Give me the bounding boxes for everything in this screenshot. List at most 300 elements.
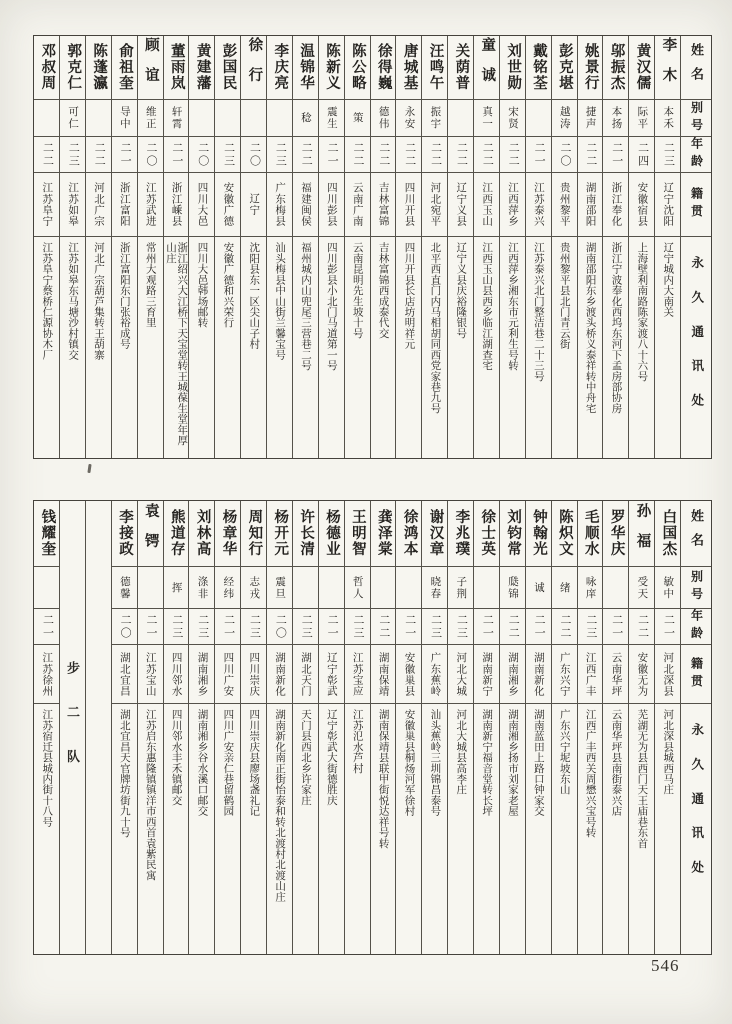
person-address: 江苏阜宁蔡桥仁源协木厂 [41, 242, 53, 360]
header-byname: 别号 [681, 567, 711, 609]
person-native-place: 江苏阜宁 [34, 173, 59, 237]
person-native-place: 辽宁沈阳 [655, 173, 680, 237]
person-address: 湖北宜昌天官牌坊街九十号 [118, 709, 130, 838]
person-address: 汕头梅县中山街兰馨宝号 [274, 242, 286, 360]
person-native-place: 安徽广德 [215, 173, 240, 237]
person-age: 二三 [189, 609, 214, 645]
person-address: 上海壁利南路陈家渡八十六号 [636, 242, 648, 382]
person-name: 黄建藩 [189, 36, 214, 100]
person-name: 刘钧常 [500, 501, 525, 567]
person-column [318, 501, 344, 954]
person-address: 江苏泰兴北门整洁巷二十三号 [532, 242, 544, 382]
person-native-place: 江苏武进 [138, 173, 163, 237]
person-column [602, 36, 628, 458]
person-address: 江苏启东惠隆镇镇洋市西首袁紫民寓 [144, 709, 156, 881]
person-age: 二三 [578, 609, 603, 645]
person-byname: 震旦 [267, 567, 292, 609]
person-native-place: 广东蕉岭 [422, 645, 447, 704]
person-age: 二四 [629, 137, 654, 173]
person-byname: 诚 [526, 567, 551, 609]
header-name: 姓名 [681, 36, 711, 100]
person-name: 李接政 [112, 501, 137, 567]
person-column [473, 501, 499, 954]
person-name: 王明智 [345, 501, 370, 567]
header-column [680, 501, 711, 954]
person-address: 河北深县城西马庄 [662, 709, 674, 795]
person-native-place: 江苏泰兴 [526, 173, 551, 237]
person-native-place: 辽宁彰武 [319, 645, 344, 704]
person-column [447, 36, 473, 458]
person-age: 二一 [655, 609, 680, 645]
person-byname [34, 100, 59, 137]
roster-table-top [33, 35, 712, 459]
person-native-place: 四川邻水 [164, 645, 189, 704]
person-age: 二二 [293, 137, 318, 173]
person-native-place: 湖南湘乡 [500, 645, 525, 704]
person-address: 安徽巢县桐炀河军徐村 [403, 709, 415, 817]
person-address: 辽宁城内大南关 [662, 242, 674, 317]
person-age: 二〇 [241, 137, 266, 173]
person-column [344, 501, 370, 954]
person-column [447, 501, 473, 954]
person-address: 江苏氾水芦村 [351, 709, 363, 774]
person-age: 二一 [112, 137, 137, 173]
person-byname [138, 567, 163, 609]
person-address: 浙江富阳东门张裕成号 [118, 242, 130, 350]
person-byname: 稔 [293, 100, 318, 137]
person-address: 云南华坪县南街泰兴店 [610, 709, 622, 817]
person-age: 二二 [578, 137, 603, 173]
person-age: 二一 [526, 137, 551, 173]
person-name: 汪鸣午 [422, 36, 447, 100]
person-name: 郭克仁 [60, 36, 85, 100]
person-address: 湖南湘乡扬市刘家老屋 [506, 709, 518, 817]
person-native-place: 河北宛平 [422, 173, 447, 237]
person-column [292, 501, 318, 954]
person-column [137, 36, 163, 458]
person-age: 二〇 [189, 137, 214, 173]
person-column [34, 501, 59, 954]
person-address: 四川邻水丰禾镇邮交 [170, 709, 182, 806]
person-age: 二一 [603, 609, 628, 645]
person-name: 谢汉章 [422, 501, 447, 567]
person-name: 徐得巍 [371, 36, 396, 100]
person-native-place: 安徽巢县 [396, 645, 421, 704]
header-native-place: 籍贯 [681, 173, 711, 237]
person-address: 湖南湘乡谷水溪口邮交 [196, 709, 208, 817]
person-native-place: 四川开县 [396, 173, 421, 237]
person-age: 二一 [603, 137, 628, 173]
person-byname [86, 100, 111, 137]
roster-table-bottom [33, 500, 712, 955]
person-age: 二一 [474, 609, 499, 645]
person-address: 江苏宿迁县城内街十八号 [41, 709, 53, 827]
person-age: 二二 [345, 137, 370, 173]
person-byname: 子荆 [448, 567, 473, 609]
person-name: 杨章华 [215, 501, 240, 567]
person-column [137, 501, 163, 954]
person-native-place: 河北广宗 [86, 173, 111, 237]
person-column [551, 501, 577, 954]
person-byname: 本禾 [655, 100, 680, 137]
person-column [370, 36, 396, 458]
person-column [292, 36, 318, 458]
person-address: 湖南新化南正街怡泰和转北渡村北渡山庄 [274, 709, 286, 902]
person-address: 常州大观路三育里 [144, 242, 156, 328]
header-native-place: 籍贯 [681, 645, 711, 704]
person-age: 二二 [629, 609, 654, 645]
person-native-place: 安徽宿县 [629, 173, 654, 237]
person-name: 刘林高 [189, 501, 214, 567]
person-byname [526, 100, 551, 137]
person-address: 天门县西北乡许家庄 [299, 709, 311, 806]
person-byname [267, 100, 292, 137]
person-native-place: 浙江奉化 [603, 173, 628, 237]
person-name: 许长清 [293, 501, 318, 567]
person-column [525, 36, 551, 458]
person-address: 吉林富锦西成泰代交 [377, 242, 389, 339]
person-name: 顾谊 [138, 36, 163, 100]
scan-artifact [87, 464, 91, 473]
person-address: 四川崇庆县廖场盏礼记 [248, 709, 260, 817]
person-address: 江西玉山县西乡临江湖查宅 [481, 242, 493, 371]
person-column [628, 501, 654, 954]
person-column [395, 501, 421, 954]
person-byname: 策 [345, 100, 370, 137]
person-byname: 哲人 [345, 567, 370, 609]
person-column [34, 36, 59, 458]
person-byname: 可仁 [60, 100, 85, 137]
person-byname: 真一 [474, 100, 499, 137]
person-native-place: 浙江嵊县 [164, 173, 189, 237]
person-name: 熊道存 [164, 501, 189, 567]
header-address: 永久通讯处 [689, 723, 704, 895]
person-column [240, 36, 266, 458]
person-column [240, 501, 266, 954]
person-name: 周知行 [241, 501, 266, 567]
person-age: 二二 [552, 609, 577, 645]
person-name: 陈新义 [319, 36, 344, 100]
person-name: 童诚 [474, 36, 499, 100]
person-column [577, 501, 603, 954]
person-column [395, 36, 421, 458]
header-byname: 别号 [681, 100, 711, 137]
person-name: 李兆璞 [448, 501, 473, 567]
person-address: 江西萍乡湘东市元利生号转 [506, 242, 518, 371]
person-name: 陈炽文 [552, 501, 577, 567]
person-byname [189, 100, 214, 137]
person-age: 二三 [60, 137, 85, 173]
person-name: 白国杰 [655, 501, 680, 567]
person-native-place: 江苏徐州 [34, 645, 59, 704]
person-address: 北平西直门内马相胡同西党家巷九号 [429, 242, 441, 414]
person-age: 二二 [500, 137, 525, 173]
person-name: 戴铭荃 [526, 36, 551, 100]
person-address: 湖南蓝田上路口钟家交 [532, 709, 544, 817]
person-native-place: 江西广丰 [578, 645, 603, 704]
person-name: 彭克堪 [552, 36, 577, 100]
person-address: 辽宁义县庆裕隆银号 [455, 242, 467, 339]
person-native-place: 湖北天门 [293, 645, 318, 704]
person-native-place: 浙江富阳 [112, 173, 137, 237]
person-name: 陈公略 [345, 36, 370, 100]
person-age: 二一 [319, 609, 344, 645]
person-native-place: 湖南新化 [526, 645, 551, 704]
person-name: 毛顺水 [578, 501, 603, 567]
person-byname [215, 100, 240, 137]
person-age: 二二 [396, 137, 421, 173]
person-age: 二三 [267, 137, 292, 173]
person-native-place: 吉林富锦 [371, 173, 396, 237]
person-byname: 涤非 [189, 567, 214, 609]
person-age: 二三 [293, 609, 318, 645]
person-age: 二三 [655, 137, 680, 173]
person-native-place: 广东兴宁 [552, 645, 577, 704]
person-byname: 经纬 [215, 567, 240, 609]
person-column [266, 501, 292, 954]
person-column [499, 501, 525, 954]
header-name: 姓名 [681, 501, 711, 567]
person-native-place: 湖南湘乡 [189, 645, 214, 704]
person-address: 河北广宗葫芦集转王葫寨 [92, 242, 104, 360]
person-name: 李木 [655, 36, 680, 100]
person-native-place: 云南华坪 [603, 645, 628, 704]
section-label: 步二队 [64, 661, 80, 794]
person-address: 江苏如皋东马塘沙村镇交 [67, 242, 79, 360]
person-native-place: 江西萍乡 [500, 173, 525, 237]
person-name: 彭国民 [215, 36, 240, 100]
person-name: 徐士英 [474, 501, 499, 567]
person-column [188, 36, 214, 458]
person-name: 关荫普 [448, 36, 473, 100]
header-column [680, 36, 711, 458]
person-byname: 德伟 [371, 100, 396, 137]
person-name: 唐城基 [396, 36, 421, 100]
person-column [577, 36, 603, 458]
person-native-place: 河北深县 [655, 645, 680, 704]
person-address: 四川广安亲仁巷留鹤园 [222, 709, 234, 817]
person-byname: 永安 [396, 100, 421, 137]
person-age: 二三 [215, 137, 240, 173]
person-byname [603, 567, 628, 609]
person-name: 徐行 [241, 36, 266, 100]
person-column [525, 501, 551, 954]
person-column [654, 501, 680, 954]
header-age: 年龄 [681, 609, 711, 645]
person-byname: 震生 [319, 100, 344, 137]
person-name: 姚景行 [578, 36, 603, 100]
person-byname: 晓春 [422, 567, 447, 609]
person-name: 徐鸿本 [396, 501, 421, 567]
person-age: 二〇 [138, 137, 163, 173]
person-age: 二〇 [112, 609, 137, 645]
person-native-place: 江苏宝山 [138, 645, 163, 704]
person-age: 二二 [500, 609, 525, 645]
person-age: 二一 [34, 609, 59, 645]
person-byname: 志戎 [241, 567, 266, 609]
person-native-place: 贵州黎平 [552, 173, 577, 237]
header-age: 年龄 [681, 137, 711, 173]
person-address: 四川大邑韩场邮转 [196, 242, 208, 328]
person-native-place: 湖北宜昌 [112, 645, 137, 704]
person-byname: 咏庠 [578, 567, 603, 609]
person-address: 福州城内山兜尾三营巷二号 [299, 242, 311, 371]
person-byname: 敏中 [655, 567, 680, 609]
person-byname: 际平 [629, 100, 654, 137]
person-native-place: 湖南新化 [267, 645, 292, 704]
person-address: 沈阳县东一区尖山子村 [248, 242, 260, 350]
person-native-place: 云南广南 [345, 173, 370, 237]
person-native-place: 湖南新宁 [474, 645, 499, 704]
person-address: 浙江宁波奉化西坞东河下孟房部协房 [610, 242, 622, 414]
person-column [421, 36, 447, 458]
person-byname: 挥 [164, 567, 189, 609]
person-name: 龚泽棠 [371, 501, 396, 567]
person-address: 四川彭县小北门马道第一号 [325, 242, 337, 371]
person-native-place: 河北大城 [448, 645, 473, 704]
person-age: 二一 [526, 609, 551, 645]
person-byname [293, 567, 318, 609]
person-address: 湖南保靖县联甲街悦达祥号转 [377, 709, 389, 849]
person-native-place: 四川广安 [215, 645, 240, 704]
person-address: 湖南邵阳东乡渡头桥义泰祥转中舟宅 [584, 242, 596, 414]
person-name: 邓叔周 [34, 36, 59, 100]
person-byname: 轩霄 [164, 100, 189, 137]
person-name: 钟翰光 [526, 501, 551, 567]
person-column [551, 36, 577, 458]
person-native-place: 江苏如皋 [60, 173, 85, 237]
person-column [628, 36, 654, 458]
person-name: 黄汉儒 [629, 36, 654, 100]
person-address: 浙江绍兴大江桥下天宝堂转王城葆生堂年厚山庄 [164, 242, 188, 446]
person-column [499, 36, 525, 458]
person-name: 杨德业 [319, 501, 344, 567]
person-name: 温锦华 [293, 36, 318, 100]
person-name: 李庆亮 [267, 36, 292, 100]
person-name: 钱耀奎 [34, 501, 59, 567]
section-label-column [59, 501, 85, 954]
person-byname: 本扬 [603, 100, 628, 137]
person-byname [371, 567, 396, 609]
person-native-place: 辽宁 [241, 173, 266, 237]
person-native-place: 湖南保靖 [371, 645, 396, 704]
person-column [421, 501, 447, 954]
person-byname: 宋贤 [500, 100, 525, 137]
person-byname [396, 567, 421, 609]
person-column [214, 36, 240, 458]
person-column [473, 36, 499, 458]
person-byname [241, 100, 266, 137]
person-age: 二三 [345, 609, 370, 645]
person-age: 二一 [215, 609, 240, 645]
person-age: 二二 [422, 137, 447, 173]
person-age: 二二 [86, 137, 111, 173]
person-native-place: 福建闽侯 [293, 173, 318, 237]
person-byname: 导中 [112, 100, 137, 137]
person-byname [474, 567, 499, 609]
person-age: 二一 [396, 609, 421, 645]
person-age: 二二 [371, 137, 396, 173]
person-address: 云南昆明先生坡十号 [351, 242, 363, 339]
person-column [111, 501, 137, 954]
person-native-place: 广东梅县 [267, 173, 292, 237]
person-address: 汕头蕉岭三圳锦昌泰号 [429, 709, 441, 817]
person-byname: 瓞锦 [500, 567, 525, 609]
page-number: 546 [651, 956, 680, 975]
person-name: 杨开元 [267, 501, 292, 567]
person-age: 二一 [164, 137, 189, 173]
header-address: 永久通讯处 [689, 256, 704, 428]
person-native-place: 辽宁义县 [448, 173, 473, 237]
person-byname: 捷声 [578, 100, 603, 137]
person-column [59, 36, 85, 458]
person-column [266, 36, 292, 458]
person-age: 二三 [164, 609, 189, 645]
person-column [602, 501, 628, 954]
person-column [85, 36, 111, 458]
person-column [111, 36, 137, 458]
person-age: 二三 [422, 609, 447, 645]
person-name: 孙福 [629, 501, 654, 567]
person-name: 陈蓬瀛 [86, 36, 111, 100]
person-native-place: 四川崇庆 [241, 645, 266, 704]
person-address: 河北大城县高李庄 [455, 709, 467, 795]
spacer-column [85, 501, 111, 954]
person-name: 罗华庆 [603, 501, 628, 567]
person-address: 芜湖无为县西门天王庙巷东首 [636, 709, 648, 849]
person-column [370, 501, 396, 954]
person-byname [448, 100, 473, 137]
person-column [344, 36, 370, 458]
person-native-place: 江西玉山 [474, 173, 499, 237]
person-byname [34, 567, 59, 609]
person-address: 湖南新宁福音堂转长坪 [481, 709, 493, 817]
person-name: 邬振杰 [603, 36, 628, 100]
person-address: 四川开县长店坊明祥元 [403, 242, 415, 350]
person-address: 江西广丰西关周懋兴宝号转 [584, 709, 596, 838]
person-age: 二二 [34, 137, 59, 173]
person-age: 二一 [138, 609, 163, 645]
person-age: 二〇 [267, 609, 292, 645]
person-age: 二三 [448, 609, 473, 645]
person-column [318, 36, 344, 458]
person-byname: 维正 [138, 100, 163, 137]
person-native-place: 安徽无为 [629, 645, 654, 704]
person-name: 袁锷 [138, 501, 163, 567]
person-age: 二二 [371, 609, 396, 645]
person-age: 二一 [319, 137, 344, 173]
person-native-place: 江苏宝应 [345, 645, 370, 704]
person-byname: 德馨 [112, 567, 137, 609]
person-column [188, 501, 214, 954]
person-age: 二〇 [552, 137, 577, 173]
person-name: 俞祖奎 [112, 36, 137, 100]
person-address: 安徽广德和兴荣行 [222, 242, 234, 328]
person-byname: 受天 [629, 567, 654, 609]
person-address: 广东兴宁坭坡东山 [558, 709, 570, 795]
person-age: 二二 [474, 137, 499, 173]
person-byname: 振宇 [422, 100, 447, 137]
person-age: 二二 [448, 137, 473, 173]
person-column [214, 501, 240, 954]
person-address: 贵州黎平县北门青云街 [558, 242, 570, 350]
person-column [654, 36, 680, 458]
person-native-place: 湖南邵阳 [578, 173, 603, 237]
person-name: 刘世勋 [500, 36, 525, 100]
person-address: 辽宁彰武大街德胜庆 [325, 709, 337, 806]
person-byname: 绪 [552, 567, 577, 609]
person-byname [319, 567, 344, 609]
